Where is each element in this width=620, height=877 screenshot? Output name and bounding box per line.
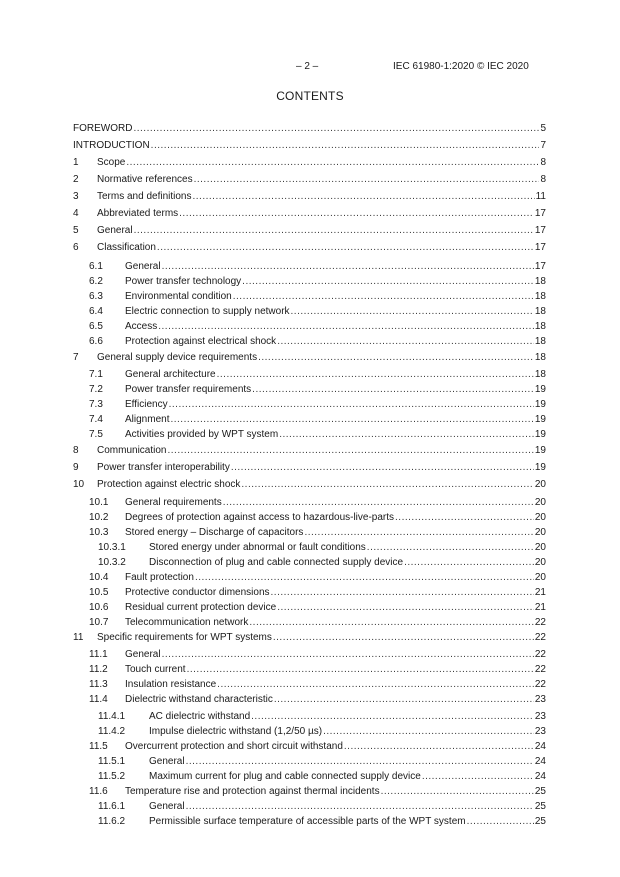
toc-entry-title: General	[149, 801, 185, 812]
toc-entry[interactable]	[73, 677, 546, 691]
toc-entry-page: 20	[534, 497, 546, 508]
dot-leader	[231, 462, 534, 474]
toc-entry-page: 20	[534, 512, 546, 523]
dot-leader	[404, 557, 534, 569]
toc-entry-number: 11.5.1	[98, 756, 126, 767]
toc-entry-title: Touch current	[125, 664, 186, 675]
toc-entry-title: Electric connection to supply network	[125, 306, 290, 317]
toc-entry-page: 8	[540, 174, 546, 185]
toc-entry[interactable]	[73, 412, 546, 426]
toc-entry[interactable]	[73, 206, 546, 220]
page-title: CONTENTS	[276, 89, 344, 103]
toc-entry[interactable]	[73, 510, 546, 524]
toc-entry-number: 4	[73, 208, 79, 219]
toc-entry[interactable]	[73, 443, 546, 457]
toc-entry-page: 5	[540, 123, 546, 134]
toc-entry[interactable]	[73, 585, 546, 599]
dot-leader	[169, 399, 534, 411]
toc-entry-number: 7	[73, 352, 79, 363]
dot-leader	[258, 352, 534, 364]
toc-entry[interactable]	[73, 289, 546, 303]
toc-entry-title: Residual current protection device	[125, 602, 277, 613]
dot-leader	[323, 726, 534, 738]
toc-entry[interactable]	[73, 172, 546, 186]
toc-entry[interactable]	[73, 555, 546, 569]
toc-entry-number: 7.3	[89, 399, 103, 410]
toc-entry-number: 6.4	[89, 306, 103, 317]
dot-leader	[467, 816, 534, 828]
toc-entry-page: 24	[534, 756, 546, 767]
toc-entry-page: 20	[534, 542, 546, 553]
dot-leader	[195, 572, 534, 584]
toc-entry[interactable]	[73, 525, 546, 539]
toc-entry[interactable]	[73, 477, 546, 491]
toc-entry-title: Scope	[97, 157, 126, 168]
toc-entry-title: Protection against electric shock	[97, 479, 241, 490]
toc-entry[interactable]	[73, 367, 546, 381]
toc-entry-title: Power transfer technology	[125, 276, 242, 287]
toc-entry[interactable]	[73, 304, 546, 318]
toc-entry-number: 11.6.2	[98, 816, 126, 827]
toc-entry-page: 21	[534, 587, 546, 598]
toc-entry[interactable]	[73, 784, 546, 798]
toc-entry-page: 18	[534, 369, 546, 380]
toc-entry-page: 19	[534, 399, 546, 410]
toc-entry-page: 19	[534, 462, 546, 473]
toc-entry-page: 25	[534, 816, 546, 827]
toc-entry-title: General architecture	[125, 369, 216, 380]
dot-leader	[151, 140, 540, 152]
toc-entry-title: Communication	[97, 445, 167, 456]
dot-leader	[170, 414, 533, 426]
dot-leader	[162, 649, 534, 661]
toc-entry-page: 23	[534, 694, 546, 705]
toc-entry-number: 11.3	[89, 679, 108, 690]
toc-entry-number: 1	[73, 157, 79, 168]
toc-entry-title: Stored energy – Discharge of capacitors	[125, 527, 304, 538]
dot-leader	[217, 369, 534, 381]
toc-entry[interactable]	[73, 460, 546, 474]
toc-entry[interactable]	[73, 319, 546, 333]
dot-leader	[193, 191, 535, 203]
toc-entry-page: 19	[534, 384, 546, 395]
toc-entry-title: Permissible surface temperature of accessible parts of the WPT system	[149, 816, 466, 827]
toc-entry-number: 10.1	[89, 497, 109, 508]
dot-leader	[395, 512, 534, 524]
toc-entry-page: 18	[534, 276, 546, 287]
toc-entry-title: Telecommunication network	[125, 617, 249, 628]
toc-entry-title: Access	[125, 321, 158, 332]
dot-leader	[277, 336, 534, 348]
dot-leader	[133, 123, 539, 135]
dot-leader	[162, 261, 534, 273]
toc-entry-title: Alignment	[125, 414, 170, 425]
dot-leader	[304, 527, 533, 539]
dot-leader	[251, 711, 534, 723]
toc-entry[interactable]	[73, 240, 546, 254]
dot-leader	[291, 306, 534, 318]
toc-entry-page: 22	[534, 649, 546, 660]
toc-entry[interactable]	[73, 223, 546, 237]
dot-leader	[233, 291, 534, 303]
toc-entry-page: 22	[534, 679, 546, 690]
toc-entry-page: 17	[534, 261, 546, 272]
toc-entry-number: 11.2	[89, 664, 108, 675]
toc-entry-title: Power transfer requirements	[125, 384, 252, 395]
dot-leader	[186, 801, 534, 813]
toc-entry[interactable]	[73, 647, 546, 661]
dot-leader	[187, 664, 534, 676]
toc-entry-page: 22	[534, 632, 546, 643]
toc-entry[interactable]	[73, 739, 546, 753]
toc-entry-title: Dielectric withstand characteristic	[125, 694, 273, 705]
toc-entry-page: 24	[534, 741, 546, 752]
toc-entry-number: 10.3.2	[98, 557, 126, 568]
toc-entry-number: 6.6	[89, 336, 103, 347]
toc-entry-page: 22	[534, 617, 546, 628]
toc-entry-page: 18	[534, 352, 546, 363]
toc-entry[interactable]	[73, 274, 546, 288]
dot-leader	[179, 208, 534, 220]
toc-entry-title: AC dielectric withstand	[149, 711, 251, 722]
toc-entry-page: 17	[534, 225, 546, 236]
toc-entry[interactable]	[73, 630, 546, 644]
dot-leader	[249, 617, 533, 629]
toc-entry[interactable]	[73, 427, 546, 441]
toc-entry-number: 6.1	[89, 261, 103, 272]
toc-entry[interactable]	[73, 397, 546, 411]
dot-leader	[186, 756, 534, 768]
toc-entry[interactable]	[73, 724, 546, 738]
toc-entry[interactable]	[73, 155, 546, 169]
toc-entry[interactable]	[73, 769, 546, 783]
toc-entry[interactable]	[73, 121, 546, 135]
toc-entry-number: 11.4.1	[98, 711, 126, 722]
dot-leader	[158, 321, 534, 333]
dot-leader	[242, 276, 534, 288]
toc-entry[interactable]	[73, 799, 546, 813]
toc-entry-number: 6.5	[89, 321, 103, 332]
toc-entry-number: 11.4.2	[98, 726, 126, 737]
dot-leader	[271, 587, 534, 599]
toc-entry-page: 24	[534, 771, 546, 782]
toc-entry-title: Maximum current for plug and cable connected supply device	[149, 771, 421, 782]
dot-leader	[381, 786, 534, 798]
toc-entry-number: 6.3	[89, 291, 103, 302]
toc-entry-page: 23	[534, 726, 546, 737]
toc-entry-number: 2	[73, 174, 79, 185]
toc-entry-number: 11.5.2	[98, 771, 126, 782]
toc-entry[interactable]	[73, 189, 546, 203]
toc-entry[interactable]	[73, 334, 546, 348]
toc-entry-title: General	[125, 649, 161, 660]
dot-leader	[274, 694, 534, 706]
toc-entry-number: 11.1	[89, 649, 108, 660]
toc-entry-page: 8	[540, 157, 546, 168]
dot-leader	[126, 157, 539, 169]
toc-entry-page: 18	[534, 306, 546, 317]
toc-entry[interactable]	[73, 814, 546, 828]
dot-leader	[273, 632, 534, 644]
toc-entry-page: 7	[540, 140, 546, 151]
toc-entry-title: Fault protection	[125, 572, 194, 583]
toc-entry[interactable]	[73, 350, 546, 364]
dot-leader	[344, 741, 534, 753]
dot-leader	[194, 174, 540, 186]
toc-entry-title: INTRODUCTION	[73, 140, 150, 151]
dot-leader	[217, 679, 534, 691]
dot-leader	[252, 384, 534, 396]
dot-leader	[422, 771, 534, 783]
toc-entry[interactable]	[73, 615, 546, 629]
toc-entry-page: 18	[534, 321, 546, 332]
toc-entry-page: 19	[534, 429, 546, 440]
toc-entry-title: Abbreviated terms	[97, 208, 179, 219]
toc-entry-page: 18	[534, 336, 546, 347]
toc-entry-title: Degrees of protection against access to hazardous-live-parts	[125, 512, 395, 523]
toc-entry[interactable]	[73, 495, 546, 509]
toc-entry-number: 7.2	[89, 384, 103, 395]
toc-entry-number: 5	[73, 225, 79, 236]
toc-entry-page: 21	[534, 602, 546, 613]
dot-leader	[241, 479, 533, 491]
toc-entry-number: 6.2	[89, 276, 103, 287]
toc-entry-page: 19	[534, 414, 546, 425]
toc-entry[interactable]	[73, 600, 546, 614]
toc-entry[interactable]	[73, 382, 546, 396]
toc-entry-title: General	[149, 756, 185, 767]
toc-entry-title: Efficiency	[125, 399, 168, 410]
toc-entry-page: 18	[534, 291, 546, 302]
toc-entry-number: 10.6	[89, 602, 109, 613]
toc-entry-page: 20	[534, 557, 546, 568]
dot-leader	[367, 542, 534, 554]
toc-entry-title: Environmental condition	[125, 291, 232, 302]
toc-entry-number: 10.3.1	[98, 542, 126, 553]
toc-entry[interactable]	[73, 709, 546, 723]
dot-leader	[134, 225, 534, 237]
toc-entry-number: 11.6	[89, 786, 108, 797]
toc-entry-number: 6	[73, 242, 79, 253]
toc-entry-number: 10.5	[89, 587, 109, 598]
toc-entry-title: Terms and definitions	[97, 191, 192, 202]
toc-entry-number: 7.4	[89, 414, 103, 425]
toc-entry-number: 11.4	[89, 694, 108, 705]
dot-leader	[157, 242, 534, 254]
toc-entry-number: 7.5	[89, 429, 103, 440]
toc-entry[interactable]	[73, 662, 546, 676]
toc-entry-title: General requirements	[125, 497, 222, 508]
toc-entry-title: General	[125, 261, 161, 272]
toc-entry[interactable]	[73, 540, 546, 554]
toc-entry-title: Impulse dielectric withstand (1,2/50 µs)	[149, 726, 323, 737]
toc-entry[interactable]	[73, 692, 546, 706]
toc-entry-number: 3	[73, 191, 79, 202]
toc-entry-title: Protective conductor dimensions	[125, 587, 270, 598]
toc-entry-title: Overcurrent protection and short circuit withstand	[125, 741, 343, 752]
toc-entry[interactable]	[73, 570, 546, 584]
toc-entry-page: 22	[534, 664, 546, 675]
toc-entry-title: Stored energy under abnormal or fault conditions	[149, 542, 366, 553]
dot-leader	[167, 445, 533, 457]
toc-entry-number: 8	[73, 445, 79, 456]
dot-leader	[223, 497, 534, 509]
toc-entry-number: 11.5	[89, 741, 108, 752]
toc-entry-title: General supply device requirements	[97, 352, 258, 363]
toc-entry-page: 25	[534, 801, 546, 812]
toc-entry-number: 10.7	[89, 617, 109, 628]
toc-entry-title: General	[97, 225, 133, 236]
toc-entry-page: 19	[534, 445, 546, 456]
toc-entry-number: 11	[73, 632, 84, 643]
toc-entry-page: 25	[534, 786, 546, 797]
toc-entry-page: 17	[534, 242, 546, 253]
toc-entry-title: Normative references	[97, 174, 193, 185]
toc-entry[interactable]	[73, 138, 546, 152]
toc-entry-title: Disconnection of plug and cable connected supply device	[149, 557, 404, 568]
toc-entry-number: 10	[73, 479, 85, 490]
toc-entry-number: 10.4	[89, 572, 109, 583]
dot-leader	[277, 602, 534, 614]
toc-entry-title: Insulation resistance	[125, 679, 217, 690]
toc-entry-title: Activities provided by WPT system	[125, 429, 279, 440]
toc-entry-page: 20	[534, 479, 546, 490]
toc-entry-title: FOREWORD	[73, 123, 133, 134]
toc-entry-number: 9	[73, 462, 79, 473]
toc-entry-number: 10.3	[89, 527, 109, 538]
dot-leader	[279, 429, 534, 441]
toc-entry-title: Temperature rise and protection against thermal incidents	[125, 786, 380, 797]
toc-entry-page: 20	[534, 572, 546, 583]
page-number: – 2 –	[296, 61, 319, 72]
document-reference: IEC 61980-1:2020 © IEC 2020	[393, 61, 529, 72]
toc-entry-page: 11	[535, 191, 546, 202]
toc-entry-page: 17	[534, 208, 546, 219]
toc-entry[interactable]	[73, 754, 546, 768]
toc-entry-page: 23	[534, 711, 546, 722]
toc-entry-page: 20	[534, 527, 546, 538]
toc-entry-number: 10.2	[89, 512, 109, 523]
toc-entry-number: 7.1	[89, 369, 103, 380]
toc-entry-title: Protection against electrical shock	[125, 336, 277, 347]
toc-entry-number: 11.6.1	[98, 801, 126, 812]
toc-entry[interactable]	[73, 259, 546, 273]
toc-entry-title: Specific requirements for WPT systems	[97, 632, 272, 643]
toc-entry-title: Power transfer interoperability	[97, 462, 230, 473]
toc-entry-title: Classification	[97, 242, 156, 253]
